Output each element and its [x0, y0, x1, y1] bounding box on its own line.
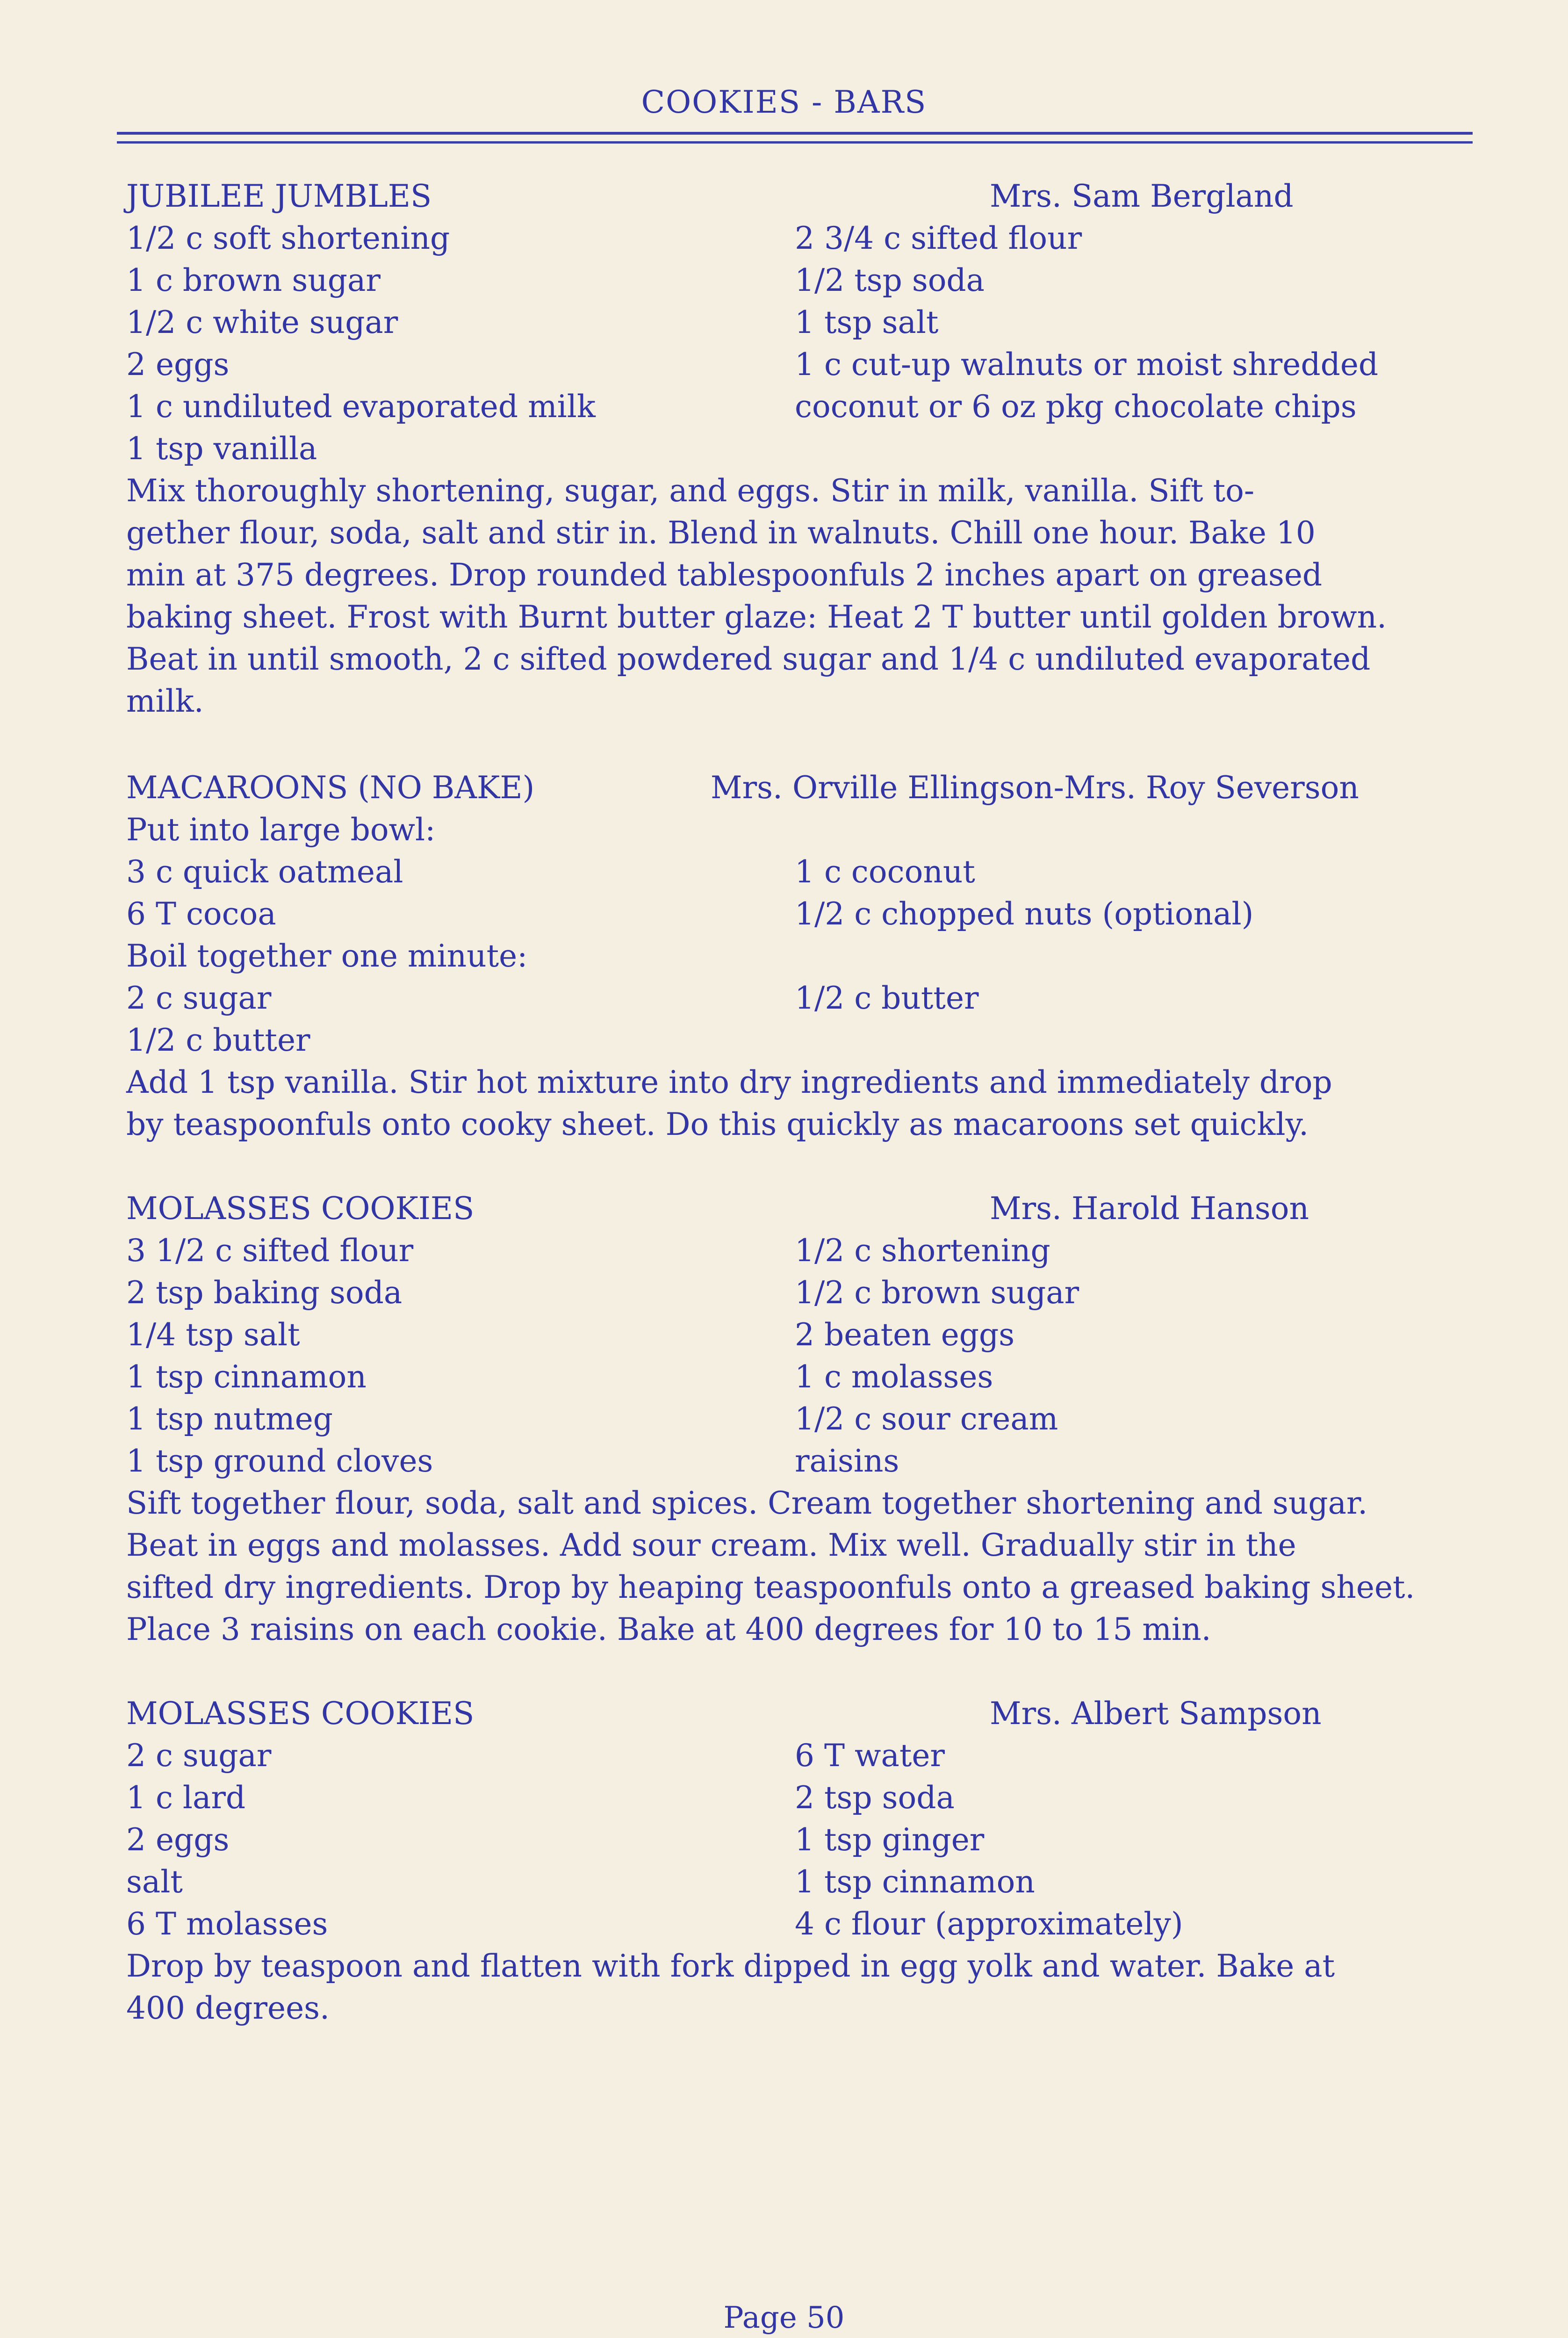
recipe-title: JUBILEE JUMBLES [126, 178, 432, 214]
recipe-header [126, 767, 1482, 809]
recipe-directions [126, 470, 1482, 722]
recipe-molasses-cookies-sampson [126, 1693, 1482, 2029]
header-rule-top [117, 132, 1473, 135]
ingredient-row [126, 1819, 1482, 1861]
ingredient-left: 6 T molasses [126, 1906, 328, 1942]
directions-line: Beat in eggs and molasses. Add sour cream. Mix well. Gradually stir in the [126, 1527, 1296, 1563]
ingredient-row [126, 260, 1482, 302]
ingredient-row [126, 977, 1482, 1019]
ingredient-left: 1/2 c soft shortening [126, 220, 450, 256]
ingredient-row [126, 1272, 1482, 1314]
ingredient-right: 1 c cut-up walnuts or moist shredded [795, 346, 1379, 382]
directions-line: gether flour, soda, salt and stir in. Blend in walnuts. Chill one hour. Bake 10 [126, 515, 1316, 551]
recipe-jubilee-jumbles [126, 175, 1482, 722]
ingredient-left: Boil together one minute: [126, 938, 528, 974]
ingredient-left: salt [126, 1864, 183, 1900]
ingredient-row [126, 344, 1482, 386]
ingredient-left: 1/2 c white sugar [126, 304, 398, 340]
ingredient-right: 1/2 c sour cream [795, 1401, 1058, 1437]
ingredient-right: 1/2 c butter [795, 980, 979, 1016]
directions-line: min at 375 degrees. Drop rounded tablespoonfuls 2 inches apart on greased [126, 557, 1323, 593]
ingredient-row [126, 428, 1482, 470]
ingredient-right: raisins [795, 1443, 899, 1479]
directions-line: milk. [126, 683, 204, 719]
ingredient-row [126, 809, 1482, 851]
directions-line: sifted dry ingredients. Drop by heaping teaspoonfuls onto a greased baking sheet. [126, 1569, 1415, 1605]
recipe-title: MOLASSES COOKIES [126, 1696, 475, 1732]
recipe-title: MOLASSES COOKIES [126, 1191, 475, 1227]
ingredient-left: 1 tsp cinnamon [126, 1359, 367, 1395]
ingredient-left: 1 c undiluted evaporated milk [126, 389, 596, 425]
ingredient-left: 1 tsp vanilla [126, 431, 317, 467]
ingredient-left: 3 c quick oatmeal [126, 854, 403, 890]
ingredient-left: 2 tsp baking soda [126, 1275, 403, 1311]
ingredient-row [126, 1440, 1482, 1482]
ingredient-row [126, 893, 1482, 935]
recipe-directions [126, 1482, 1482, 1651]
ingredient-left: 2 eggs [126, 346, 230, 382]
ingredient-row [126, 1314, 1482, 1356]
page-number: Page 50 [723, 2301, 845, 2335]
recipe-directions [126, 1945, 1482, 2029]
ingredient-right: 1/2 c chopped nuts (optional) [795, 896, 1254, 932]
recipe-title: MACAROONS (NO BAKE) [126, 770, 535, 806]
directions-line: Sift together flour, soda, salt and spices. Cream together shortening and sugar. [126, 1485, 1368, 1521]
ingredient-row [126, 217, 1482, 260]
ingredient-right: 1/2 tsp soda [795, 262, 985, 298]
ingredient-right: 2 tsp soda [795, 1780, 955, 1816]
ingredient-left: 1 c brown sugar [126, 262, 381, 298]
ingredient-left: Put into large bowl: [126, 812, 436, 848]
directions-line: Place 3 raisins on each cookie. Bake at 400 degrees for 10 to 15 min. [126, 1611, 1211, 1647]
ingredient-left: 3 1/2 c sifted flour [126, 1233, 414, 1269]
recipe-author: Mrs. Orville Ellingson-Mrs. Roy Severson [711, 770, 1359, 806]
ingredient-row [126, 1356, 1482, 1398]
directions-line: 400 degrees. [126, 1990, 330, 2026]
ingredient-right: 1/2 c brown sugar [795, 1275, 1079, 1311]
ingredient-right: 6 T water [795, 1738, 945, 1774]
recipe-directions [126, 1061, 1482, 1146]
ingredient-right: 2 beaten eggs [795, 1317, 1015, 1353]
header-rule-bottom [117, 141, 1473, 144]
ingredient-right: 1 tsp cinnamon [795, 1864, 1035, 1900]
recipe-author: Mrs. Albert Sampson [990, 1696, 1322, 1732]
ingredient-right: 1/2 c shortening [795, 1233, 1050, 1269]
ingredient-right: 1 tsp salt [795, 304, 939, 340]
recipe-macaroons [126, 767, 1482, 1146]
ingredient-right: 1 c coconut [795, 854, 975, 890]
ingredient-row [126, 386, 1482, 428]
ingredient-right: 1 c molasses [795, 1359, 993, 1395]
recipe-header [126, 1188, 1482, 1230]
ingredient-row [126, 1230, 1482, 1272]
ingredient-right: 4 c flour (approximately) [795, 1906, 1183, 1942]
ingredient-right: coconut or 6 oz pkg chocolate chips [795, 389, 1357, 425]
ingredient-left: 1 tsp nutmeg [126, 1401, 333, 1437]
ingredient-left: 6 T cocoa [126, 896, 276, 932]
ingredient-left: 2 c sugar [126, 1738, 272, 1774]
ingredient-row [126, 1861, 1482, 1903]
ingredient-row [126, 851, 1482, 893]
ingredient-left: 1 tsp ground cloves [126, 1443, 433, 1479]
ingredient-row [126, 1398, 1482, 1440]
ingredient-row [126, 1019, 1482, 1061]
recipe-header [126, 1693, 1482, 1735]
directions-line: Drop by teaspoon and flatten with fork dipped in egg yolk and water. Bake at [126, 1948, 1335, 1984]
recipe-author: Mrs. Sam Bergland [990, 178, 1294, 214]
ingredient-row [126, 935, 1482, 977]
ingredient-row [126, 1903, 1482, 1945]
recipe-header [126, 175, 1482, 217]
directions-line: baking sheet. Frost with Burnt butter glaze: Heat 2 T butter until golden brown. [126, 599, 1387, 635]
directions-line: by teaspoonfuls onto cooky sheet. Do this quickly as macaroons set quickly. [126, 1106, 1309, 1142]
ingredient-left: 1/2 c butter [126, 1022, 310, 1058]
ingredient-left: 2 c sugar [126, 980, 272, 1016]
recipe-author: Mrs. Harold Hanson [990, 1191, 1309, 1227]
ingredient-left: 2 eggs [126, 1822, 230, 1858]
ingredient-right: 1 tsp ginger [795, 1822, 985, 1858]
directions-line: Beat in until smooth, 2 c sifted powdered sugar and 1/4 c undiluted evaporated [126, 641, 1371, 677]
ingredient-row [126, 1777, 1482, 1819]
ingredient-left: 1 c lard [126, 1780, 246, 1816]
recipe-molasses-cookies-hanson [126, 1188, 1482, 1651]
ingredient-right: 2 3/4 c sifted flour [795, 220, 1082, 256]
ingredient-row [126, 1735, 1482, 1777]
directions-line: Add 1 tsp vanilla. Stir hot mixture into dry ingredients and immediately drop [126, 1064, 1332, 1100]
section-title: COOKIES - BARS [641, 84, 927, 120]
directions-line: Mix thoroughly shortening, sugar, and eggs. Stir in milk, vanilla. Sift to- [126, 473, 1255, 509]
ingredient-left: 1/4 tsp salt [126, 1317, 300, 1353]
ingredient-row [126, 302, 1482, 344]
